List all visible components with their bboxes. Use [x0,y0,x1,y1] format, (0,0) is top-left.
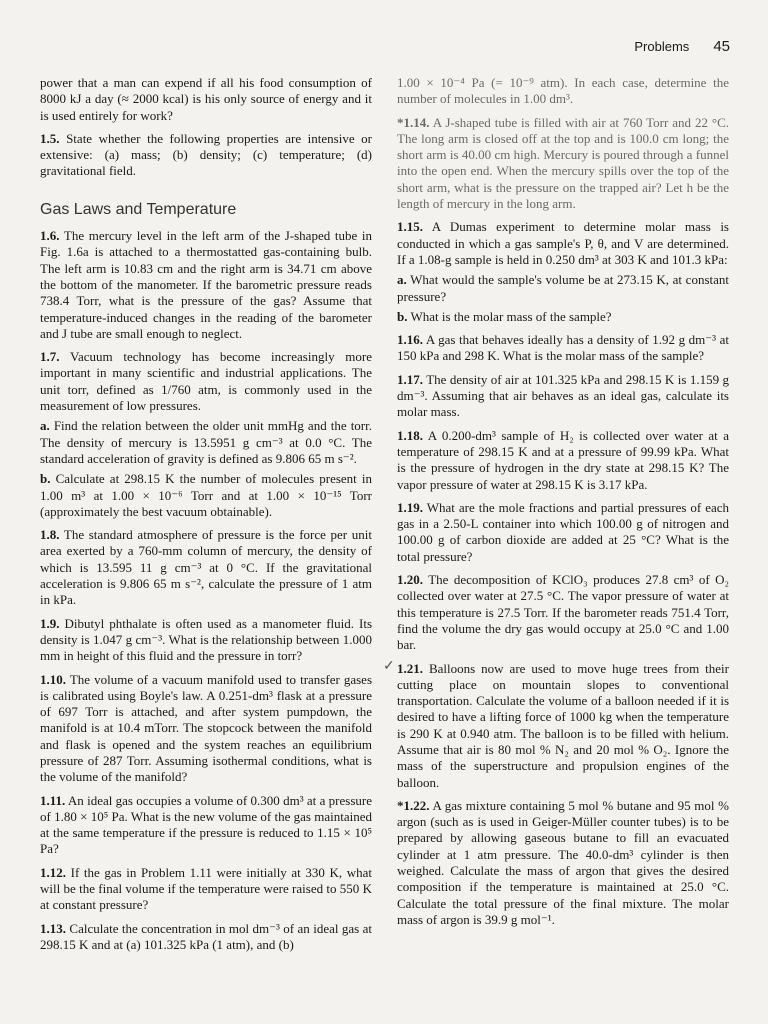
problem-text: An ideal gas occupies a volume of 0.300 dm³ at a pressure of 1.80 × 10⁵ Pa. What is the new volume of the gas maintained at the same temperature if the pressure is reduced to 1.15 × 10⁵ Pa? [40,792,372,857]
problem-number: *1.22. [397,797,430,813]
problem-1-7 [40,349,372,414]
problem-1-15-part-a [397,272,729,305]
problem-1-6 [40,228,372,342]
part-text: What would the sample's volume be at 273.15 K, at constant pressure? [397,272,730,304]
part-text: Find the relation between the older unit mmHg and the torr. The density of mercury is 13.5951 g cm⁻³ at 0.0 °C. The standard acceleration of gravity is defined as 9.806 65 m s⁻². [40,418,373,466]
problem-1-7-part-a [40,418,372,467]
handwritten-check-mark-icon: ✓ [383,658,395,674]
problem-text: The decomposition of KClO₃ produces 27.8 cm³ of O₂ collected over water at 27.5 °C. The vapor pressure of water at this temperature is 27.5 Torr. If the barometer reads 751.4 Torr, find the volume the dry gas would occupy at 25.0 °C and 1.00 bar. [397,572,730,653]
problem-text: A gas mixture containing 5 mol % butane and 95 mol % argon (such as is used in Geiger-Müller counter tubes) is to be prepared by allowing gaseous butane to fill an evacuated cylinder at 1 atm pressure. The 40.0-dm³ cylinder is then weighed. Calculate the mass of argon that gives the desired composition if the temperature is maintained at 25.0 °C. Calculate the total pressure of the final mixture. The molar mass of argon is 39.9 g mol⁻¹. [397,797,729,927]
part-label: b. [397,308,408,324]
problem-text: Vacuum technology has become increasingly more important in many scientific and industrial applications. The unit torr, defined as 1/760 atm, is commonly used in the measurement of low pressures. [40,349,373,414]
problem-text: If the gas in Problem 1.11 were initially at 330 K, what will be the final volume if the temperature were raised to 550 K at constant pressure? [40,864,373,913]
problem-number: 1.18. [397,427,423,443]
section-heading: Gas Laws and Temperature [40,200,237,218]
problem-text: Dibutyl phthalate is often used as a manometer fluid. Its density is 1.047 g cm⁻³. What is the relationship between 1.000 mm in height of this fluid and the pressure in torr? [40,615,373,664]
problem-text: The volume of a vacuum manifold used to transfer gases is calibrated using Boyle's law. A 0.251-dm³ flask at a pressure of 697 Torr is attached, and after system pumpdown, the manifold is at 10.4 mTorr. The stopcock between the manifold and flask is opened and the system reaches an equilibrium pressure of 287 Torr. Assuming isothermal conditions, what is the volume of the manifold? [40,671,373,785]
problem-text: Calculate the concentration in mol dm⁻³ of an ideal gas at 298.15 K and at (a) 101.325 kPa (1 atm), and (b) [40,920,373,952]
problem-text: Balloons now are used to move huge trees from their cutting place on mountain slopes to conventional transportation. Calculate the volume of a balloon needed if it is desired to have a lifting force of 1000 kg when the temperature is 290 K at 0.940 atm. The balloon is to be filled with helium. Assume that air is 80 mol % N₂ and 20 mol % O₂. Ignore the mass of the superstructure and propulsion engines of the balloon. [397,660,729,790]
problem-1-15 [397,219,729,268]
problem-1-22 [397,798,729,928]
problem-1-20 [397,572,729,653]
problem-1-17 [397,372,729,421]
problem-text: A J-shaped tube is filled with air at 760 Torr and 22 °C. The long arm is closed off at the top and is 100.0 cm long; the short arm is 40.00 cm high. Mercury is poured through a funnel into the open end. When the mercury spills over the top of the short arm, what is the pressure on the trapped air? Let h be the length of mercury in the long arm. [397,114,729,212]
problem-1-5 [40,131,372,180]
problem-number: 1.11. [40,792,66,808]
running-head [634,38,730,55]
part-text: Calculate at 298.15 K the number of molecules present in 1.00 m³ at 1.00 × 10⁻⁶ Torr and at 1.00 × 10⁻¹⁵ Torr (approximately the best vacuum obtainable). [40,471,373,519]
problem-text: A 0.200-dm³ sample of H₂ is collected over water at a temperature of 298.15 K and at a pressure of 99.99 kPa. What is the pressure of hydrogen in the dry state at 298.15 K? The vapor pressure of water at 298.15 K is 3.17 kPa. [397,427,729,492]
problem-1-16 [397,332,729,365]
problem-1-18 [397,428,729,493]
problem-number: 1.19. [397,499,423,515]
part-text: What is the molar mass of the sample? [410,308,612,324]
problem-number: 1.7. [40,349,60,365]
problem-1-19 [397,500,729,565]
problem-text: A gas that behaves ideally has a density of 1.92 g dm⁻³ at 150 kPa and 298 K. What is the molar mass of the sample? [397,332,729,364]
problem-number: 1.15. [397,219,423,235]
problem-text: What are the mole fractions and partial pressures of each gas in a 2.50-L container into which 100.00 g of nitrogen and 100.00 g of carbon dioxide are added at 25 °C? What is the total pressure? [397,499,730,564]
problem-1-13 [40,921,372,954]
problem-text: The standard atmosphere of pressure is the force per unit area exerted by a 760-mm column of mercury, the density of which is 13.595 11 g cm⁻³ at 0 °C. If the gravitational acceleration is 9.806 65 m s⁻², calculate the pressure of 1 atm in kPa. [40,527,372,608]
problem-1-9 [40,616,372,665]
problem-number: 1.20. [397,572,423,588]
problem-text: The density of air at 101.325 kPa and 298.15 K is 1.159 g dm⁻³. Assuming that air behaves as an ideal gas, calculate its molar mass. [397,371,730,420]
problem-1-15-part-b [397,309,729,325]
problem-1-4-continuation: power that a man can expend if all his food consumption of 8000 kJ a day (≈ 2000 kcal) is his only source of energy and it is used entirely for work? [40,75,372,123]
problem-number: 1.9. [40,615,60,631]
problem-number: 1.16. [397,332,423,348]
problem-number: 1.21. [397,660,423,676]
running-head-title: Problems [634,39,690,54]
problem-number: 1.6. [40,228,60,244]
right-column [383,75,730,935]
problem-1-7-part-b [40,471,372,520]
problem-text: A Dumas experiment to determine molar mass is conducted in which a gas sample's P, θ, and V are determined. If a 1.08-g sample is held in 0.250 dm³ at 303 K and 101.3 kPa: [397,219,729,267]
problem-1-10 [40,672,372,786]
problem-number: 1.17. [397,371,423,387]
problem-text: The mercury level in the left arm of the J-shaped tube in Fig. 1.6a is attached to a thermostatted gas-containing bulb. The left arm is 10.83 cm and the right arm is 34.71 cm above the bottom of the manometer. If the barometric pressure reads 738.4 Torr, what is the pressure of the gas? Assume that temperature-induced changes in the reading of the barometer and J tube are small enough to neglect. [40,228,373,341]
part-label: a. [40,418,50,434]
problem-1-8 [40,527,372,608]
problem-1-14 [397,115,729,213]
problem-1-13-continuation: 1.00 × 10⁻⁴ Pa (= 10⁻⁹ atm). In each case, determine the number of molecules in 1.00 dm³. [397,75,729,107]
part-label: b. [40,471,51,487]
problem-number: 1.5. [40,130,60,146]
problem-number: 1.8. [40,527,60,543]
problem-number: 1.13. [40,920,66,936]
left-column [40,75,372,960]
problem-text: State whether the following properties are intensive or extensive: (a) mass; (b) density; (c) temperature; (d) gravitational field. [40,130,372,179]
problem-1-11 [40,793,372,858]
problem-1-12 [40,865,372,914]
problem-number: 1.12. [40,864,66,880]
problem-number: *1.14. [397,114,430,130]
problem-number: 1.10. [40,671,66,687]
part-label: a. [397,272,407,288]
problem-1-21 [383,658,729,791]
page-number: 45 [713,38,730,55]
